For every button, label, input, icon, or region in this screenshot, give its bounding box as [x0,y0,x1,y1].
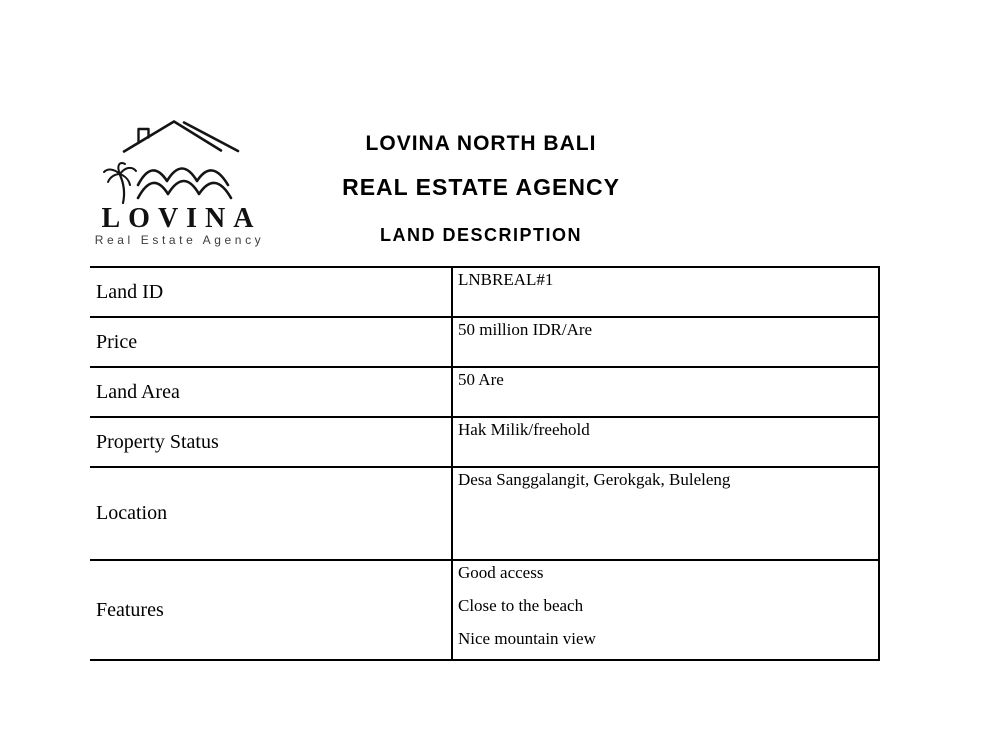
row-value [452,467,879,560]
row-label: Price [90,317,452,367]
row-label: Features [90,560,452,660]
row-label: Land Area [90,367,452,417]
row-label: Property Status [90,417,452,467]
row-value [452,367,879,417]
table-row-land-area [90,367,879,417]
document-title: LAND DESCRIPTION [379,225,582,245]
row-value [452,317,879,367]
agency-title-line-1: LOVINA NORTH BALI [365,132,597,155]
table-row-features [90,560,879,660]
row-value [452,267,879,317]
row-label: Land ID [90,267,452,317]
value-line: Desa Sanggalangit, Gerokgak, Buleleng [458,470,731,489]
logo-name: LOVINA [101,203,262,234]
value-line: LNBREAL#1 [458,270,554,289]
table-row-property-status [90,417,879,467]
table-row-price [90,317,879,367]
table-row-location [90,467,879,560]
row-label: Location [90,467,452,560]
agency-title-line-2: REAL ESTATE AGENCY [342,174,620,200]
value-line: Close to the beach [458,596,584,615]
table-row-land-id [90,267,879,317]
logo-tagline: Real Estate Agency [94,233,265,247]
value-line: 50 million IDR/Are [458,320,593,339]
value-line: Good access [458,563,544,582]
value-line: Hak Milik/freehold [458,420,590,439]
row-value [452,417,879,467]
value-line: 50 Are [458,370,504,389]
row-value [452,560,879,660]
land-description-table [90,266,880,661]
value-line: Nice mountain view [458,629,596,648]
